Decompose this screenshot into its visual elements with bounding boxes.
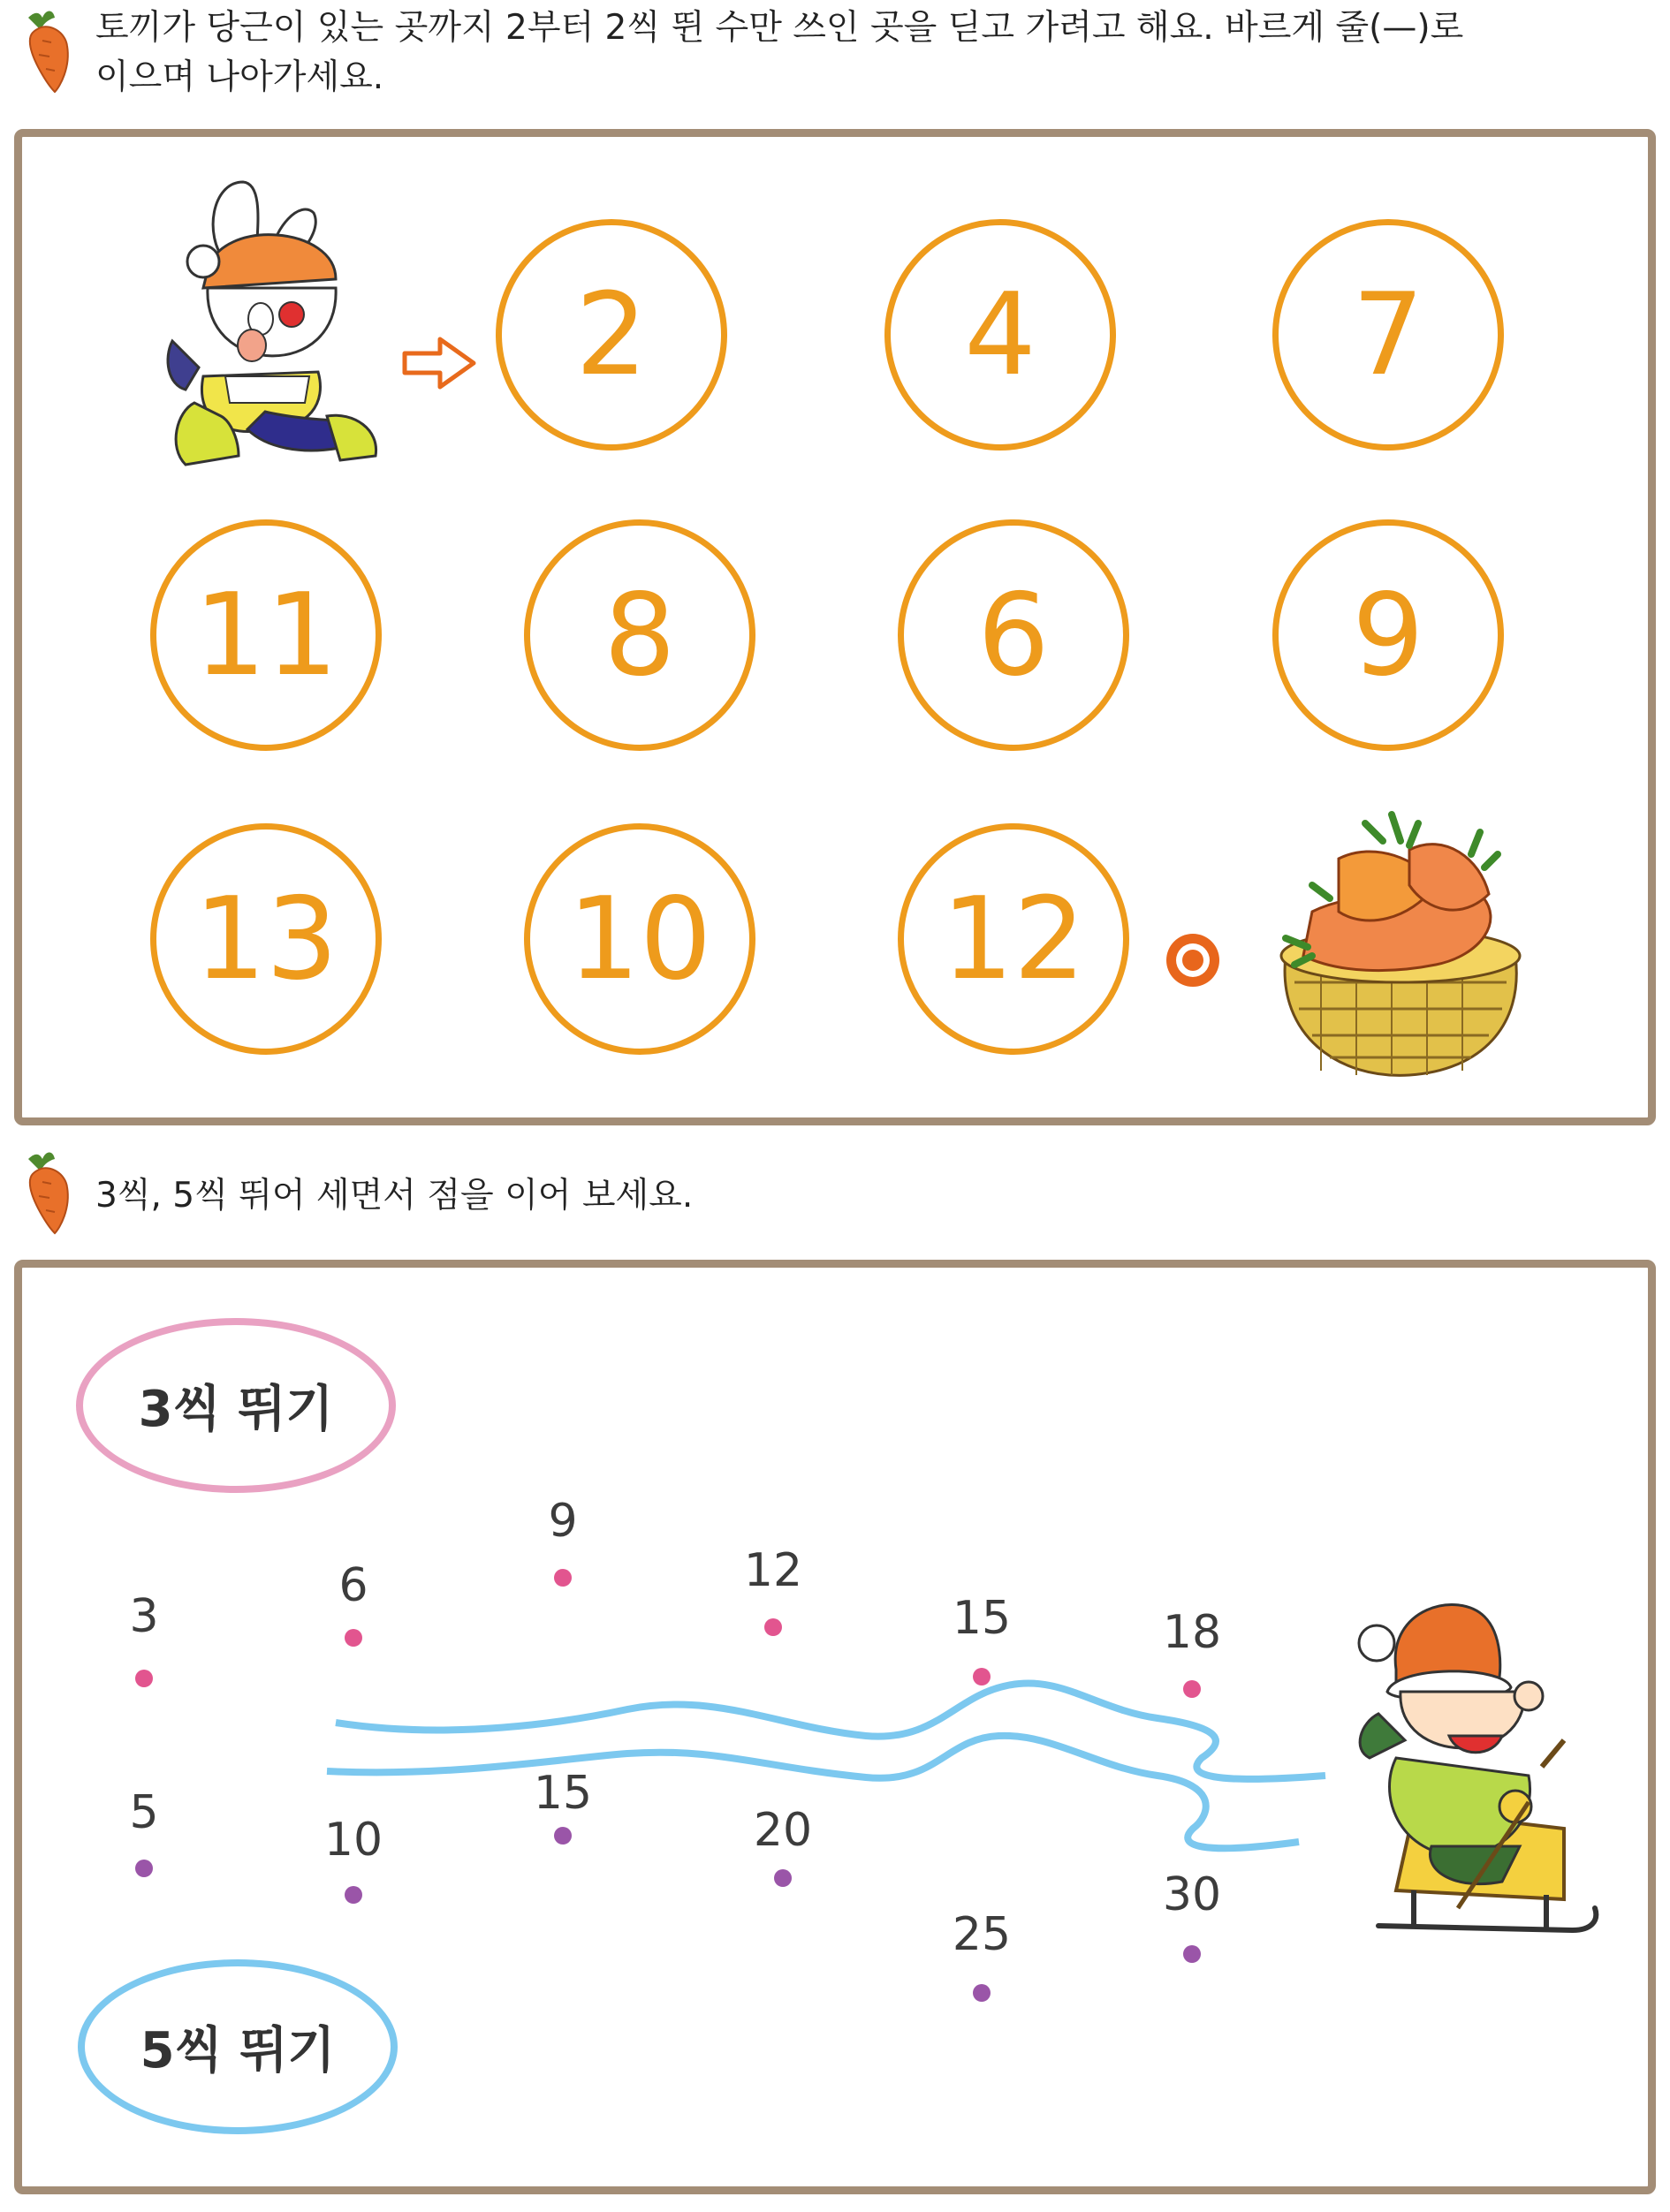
dot-label-three: 3 <box>129 1590 159 1643</box>
instruction-line: 토끼가 당근이 있는 곳까지 2부터 2씩 뛴 수만 쓰인 곳을 딛고 가려고 해요. 바르게 줄(—)로 <box>95 8 1464 48</box>
rabbit-illustration <box>124 164 389 482</box>
maze-circle[interactable]: 13 <box>150 823 382 1055</box>
carrot-icon <box>16 1147 80 1237</box>
maze-circle[interactable]: 9 <box>1272 519 1504 751</box>
maze-circle[interactable]: 10 <box>524 823 755 1055</box>
dot-eighteen[interactable] <box>1183 1680 1201 1698</box>
maze-circle[interactable]: 4 <box>884 219 1116 451</box>
maze-circle[interactable]: 12 <box>898 823 1129 1055</box>
dot-label-ten: 10 <box>323 1814 383 1867</box>
dot-twelve[interactable] <box>764 1618 782 1636</box>
dot-label-twentyfive: 25 <box>952 1908 1012 1961</box>
dot-fifteen[interactable] <box>973 1668 991 1686</box>
legend-three-oval <box>76 1318 396 1493</box>
instruction-first <box>95 4 1463 102</box>
dot-label-eighteen: 18 <box>1162 1606 1222 1659</box>
maze-circle[interactable]: 6 <box>898 519 1129 751</box>
dot-nine[interactable] <box>554 1569 572 1587</box>
dot-twenty[interactable] <box>774 1869 792 1887</box>
dot-six[interactable] <box>345 1629 362 1647</box>
dot-label-nine: 9 <box>548 1495 578 1548</box>
dot-label-twelve: 12 <box>743 1544 803 1597</box>
sled-boy-illustration <box>1325 1590 1635 1970</box>
instruction-second: 3씩, 5씩 뛰어 세면서 점을 이어 보세요. <box>95 1176 694 1216</box>
maze-circle[interactable]: 11 <box>150 519 382 751</box>
dot-label-five: 5 <box>129 1786 159 1839</box>
legend-five-label: 5씩 뛰기 <box>140 2022 336 2079</box>
dot-twentyfive[interactable] <box>973 1984 991 2002</box>
target-icon <box>1162 929 1224 991</box>
maze-circle[interactable]: 2 <box>496 219 727 451</box>
arrow-right-icon <box>401 336 477 390</box>
carrot-basket-illustration <box>1259 806 1542 1088</box>
dot-label-fifteen: 15 <box>952 1592 1012 1645</box>
legend-five-oval <box>78 1959 398 2134</box>
dot-label-fifteen-b: 15 <box>533 1767 593 1820</box>
dot-label-twenty: 20 <box>753 1804 813 1857</box>
dot-label-six: 6 <box>338 1559 368 1612</box>
dot-fifteen-b[interactable] <box>554 1827 572 1845</box>
maze-circle[interactable]: 7 <box>1272 219 1504 451</box>
dot-thirty[interactable] <box>1183 1945 1201 1963</box>
maze-circle[interactable]: 8 <box>524 519 755 751</box>
carrot-icon <box>16 5 80 95</box>
legend-three-label: 3씩 뛰기 <box>138 1381 334 1438</box>
instruction-line: 이으며 나아가세요. <box>95 57 384 97</box>
dot-three[interactable] <box>135 1670 153 1687</box>
dot-five[interactable] <box>135 1860 153 1877</box>
dot-label-thirty: 30 <box>1162 1868 1222 1921</box>
dot-ten[interactable] <box>345 1886 362 1904</box>
